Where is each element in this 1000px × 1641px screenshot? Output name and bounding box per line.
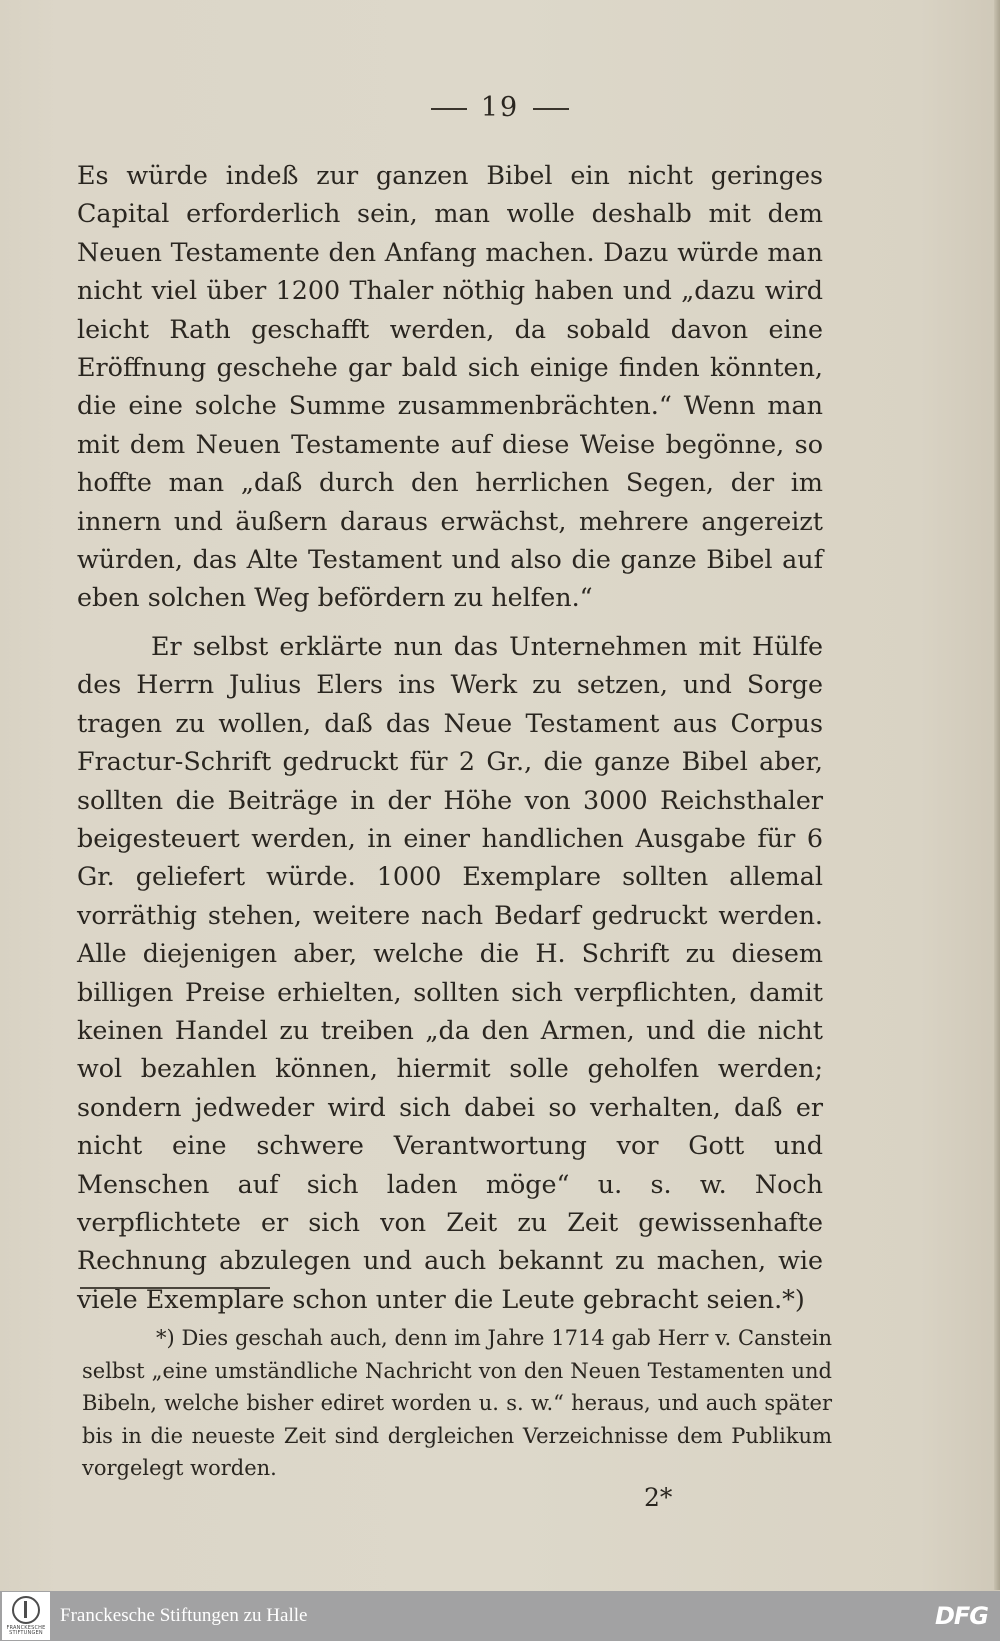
dfg-logo[interactable]: DFG <box>934 1602 988 1630</box>
logo-text: FRANCKESCHE STIFTUNGEN <box>6 1625 46 1636</box>
institution-name: Franckesche Stiftungen zu Halle <box>60 1605 308 1626</box>
page-edge <box>994 0 1000 1590</box>
header-dash-left <box>431 108 467 110</box>
main-text <box>77 156 823 1318</box>
logo-icon <box>12 1596 40 1624</box>
header-dash-right <box>533 108 569 110</box>
paragraph-2: Er selbst erklärte nun das Unternehmen mit Hülfe des Herrn Julius Elers ins Werk zu setzen, und Sorge tragen zu wollen, daß das Neue Testament aus Corpus Fractur-Schrift gedruckt für 2 Gr., die ganze Bibel aber, sollten die Beiträge in der Höhe von 3000 Reichsthaler beigesteuert werden, in einer handlichen Ausgabe für 6 Gr. geliefert würde. 1000 Exemplare sollten allemal vorräthig stehen, weitere nach Bedarf gedruckt werden. Alle diejenigen aber, welche die H. Schrift zu diesem billigen Preise erhielten, sollten sich verpflichten, damit keinen Handel zu treiben „da den Armen, und die nicht wol bezahlen können, hiermit solle geholfen werden; sondern jedweder wird sich dabei so verhalten, daß er nicht eine schwere Verantwortung vor Gott und Menschen auf sich laden möge“ u. s. w. Noch verpflichtete er sich von Zeit zu Zeit gewissenhafte Rechnung abzulegen und auch bekannt zu machen, wie viele Exemplare schon unter die Leute gebracht seien.*) <box>77 630 823 1314</box>
page-number: 19 <box>480 92 520 123</box>
paragraph-1: Es würde indeß zur ganzen Bibel ein nicht geringes Capital erforderlich sein, man wolle deshalb mit dem Neuen Testamente den Anfang machen. Dazu würde man nicht viel über 1200 Thaler nöthig haben und „dazu wird leicht Rath geschafft werden, da sobald davon eine Eröffnung geschehe gar bald sich einige finden könnten, die eine solche Summe zusammenbrächten.“ Wenn man mit dem Neuen Testamente auf diese Weise begönne, so hoffte man „daß durch den herrlichen Segen, der im innern und äußern daraus erwächst, mehrere angereizt würden, das Alte Testament und also die ganze Bibel auf eben solchen Weg befördern zu helfen.“ <box>77 160 823 613</box>
footnote: *) Dies geschah auch, denn im Jahre 1714 gab Herr v. Canstein selbst „eine umständliche Nachricht von den Neuen Testamenten und Bibeln, welche bisher ediret worden u. s. w.“ heraus, und auch später bis in die neueste Zeit sind dergleichen Verzeichnisse dem Publikum vorgelegt worden. <box>82 1326 832 1480</box>
page-header <box>0 92 1000 123</box>
footnote-separator <box>80 1287 270 1289</box>
signature-mark: 2* <box>644 1483 673 1512</box>
institution-logo[interactable] <box>2 1592 50 1640</box>
footer-bar <box>0 1591 1000 1641</box>
